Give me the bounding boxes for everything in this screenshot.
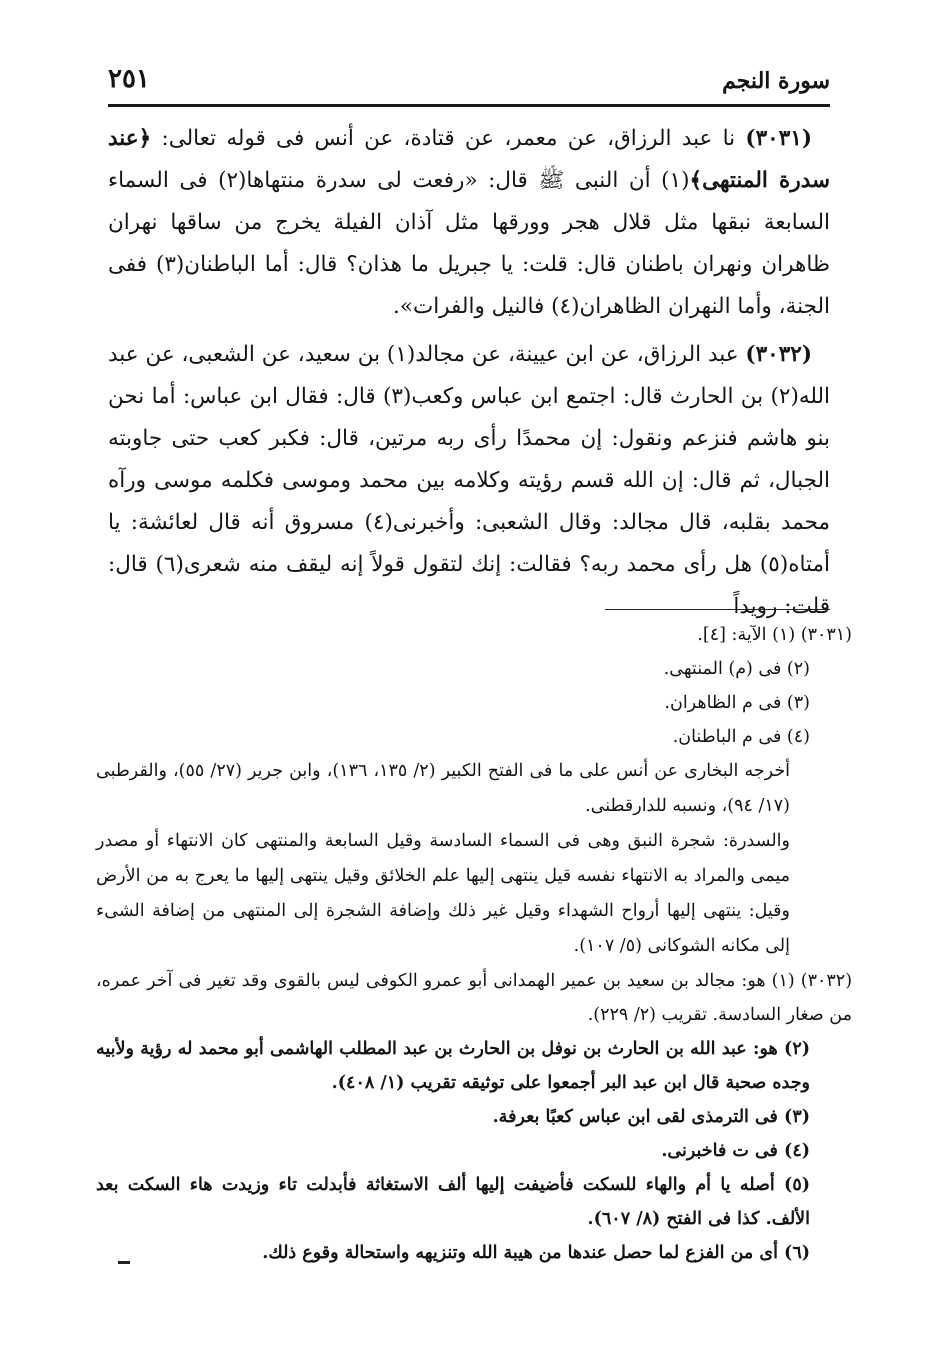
page-header [108,62,830,102]
main-text [108,118,830,634]
footnotes [96,618,852,1270]
header-divider [108,104,830,107]
hadith-3032 [108,334,830,628]
end-mark [118,1261,130,1264]
hadith-text: عبد الرزاق، عن ابن عيينة، عن مجالد(١) بن سعيد، عن الشعبى، عن عبد الله(٢) بن الحارث قال: اجتمع ابن عباس وكعب(٣) قال: فقال ابن عباس: أما نحن بنو هاشم فنزعم ونقول: إن محمدًا رأى ربه مرتين، قال: فكبر كعب حتى جاوبته الجبال، ثم قال: إن الله قسم رؤيته وكلامه بين محمد وموسى فكلمه موسى ورآه محمد بقلبه، قال مجالد: وقال الشعبى: وأخبرنى(٤) مسروق أنه قال لعائشة: يا أمتاه(٥) هل رأى محمد ربه؟ فقالت: إنك لتقول قولاً إنه ليقف منه شعرى(٦) قال: قلت: رويداً [108,342,831,619]
footnote: (٣٠٣٢) (١) هو: مجالد بن سعيد بن عمير الهمدانى أبو عمرو الكوفى ليس بالقوى وقد تغير فى آخر عمره، من صغار السادسة. تقريب (٢/ ٢٢٩). [96,971,853,1025]
footnote: (٣٠٣١) (١) الآية: [٤]. [697,625,852,645]
footnote-commentary: والسدرة: شجرة النبق وهى فى السماء السادسة وقيل السابعة والمنتهى كان الانتهاء أو مصدر ميمى والمراد به الانتهاء نفسه قيل ينتهى إليها علم الخلائق وقيل ينتهى إليها ما يعرج به من الأرض وقيل: ينتهى إليها أرواح الشهداء وقيل غير ذلك وإضافة الشجرة إلى المنتهى من إضافة الشىء إلى مكانه الشوكانى (٥/ ١٠٧). [96,831,790,956]
footnote: (٢) فى (م) المنتهى. [663,659,810,679]
footnote: (٣) فى م الظاهران. [664,693,810,713]
footnote: (٥) أصله يا أم والهاء للسكت فأضيفت إليها ألف الاستغاثة فأبدلت تاء وزيدت هاء السكت بعد الألف. كذا فى الفتح (٨/ ٦٠٧). [96,1175,810,1229]
hadith-3031 [108,118,830,328]
hadith-number: (٣٠٣٢) [745,342,812,367]
footnote: (٢) هو: عبد الله بن الحارث بن نوفل بن الحارث بن عبد المطلب الهاشمى أبو محمد له رؤية ولأبيه وجده صحبة قال ابن عبد البر أجمعوا على توثيقه تقريب (١/ ٤٠٨). [96,1039,810,1093]
footnote: (٦) أى من الفزع لما حصل عندها من هيبة الله وتنزيهه واستحالة وقوع ذلك. [262,1243,810,1263]
footnote-divider [605,609,830,610]
quran-quote: ﴿عند سدرة المنتهى﴾ [108,126,830,193]
hadith-text: (١) أن النبى ﷺ قال: «رفعت لى سدرة منتهاها(٢) فى السماء السابعة نبقها مثل قلال هجر وورقها مثل آذان الفيلة يخرج من ساقها نهران ظاهران ونهران باطنان قال: قلت: يا جبريل ما هذان؟ قال: أما الباطنان(٣) ففى الجنة، وأما النهران الظاهران(٤) فالنيل والفرات». [108,168,831,319]
hadith-text: نا عبد الرزاق، عن معمر، عن قتادة، عن أنس فى قوله تعالى: [151,126,746,151]
footnote: (٣) فى الترمذى لقى ابن عباس كعبًا بعرفة. [492,1107,810,1127]
footnote: (٤) فى ت فاخبرنى. [661,1141,810,1161]
chapter-title: سورة النجم [722,68,830,94]
footnote: (٤) فى م الباطنان. [672,727,810,747]
page-number: ٢٥١ [108,64,150,94]
hadith-number: (٣٠٣١) [745,126,812,151]
footnote-commentary: أخرجه البخارى عن أنس على ما فى الفتح الكبير (٢/ ١٣٥، ١٣٦)، وابن جرير (٢٧/ ٥٥)، والقرطبى (١٧/ ٩٤)، ونسبه للدارقطنى. [96,761,790,816]
